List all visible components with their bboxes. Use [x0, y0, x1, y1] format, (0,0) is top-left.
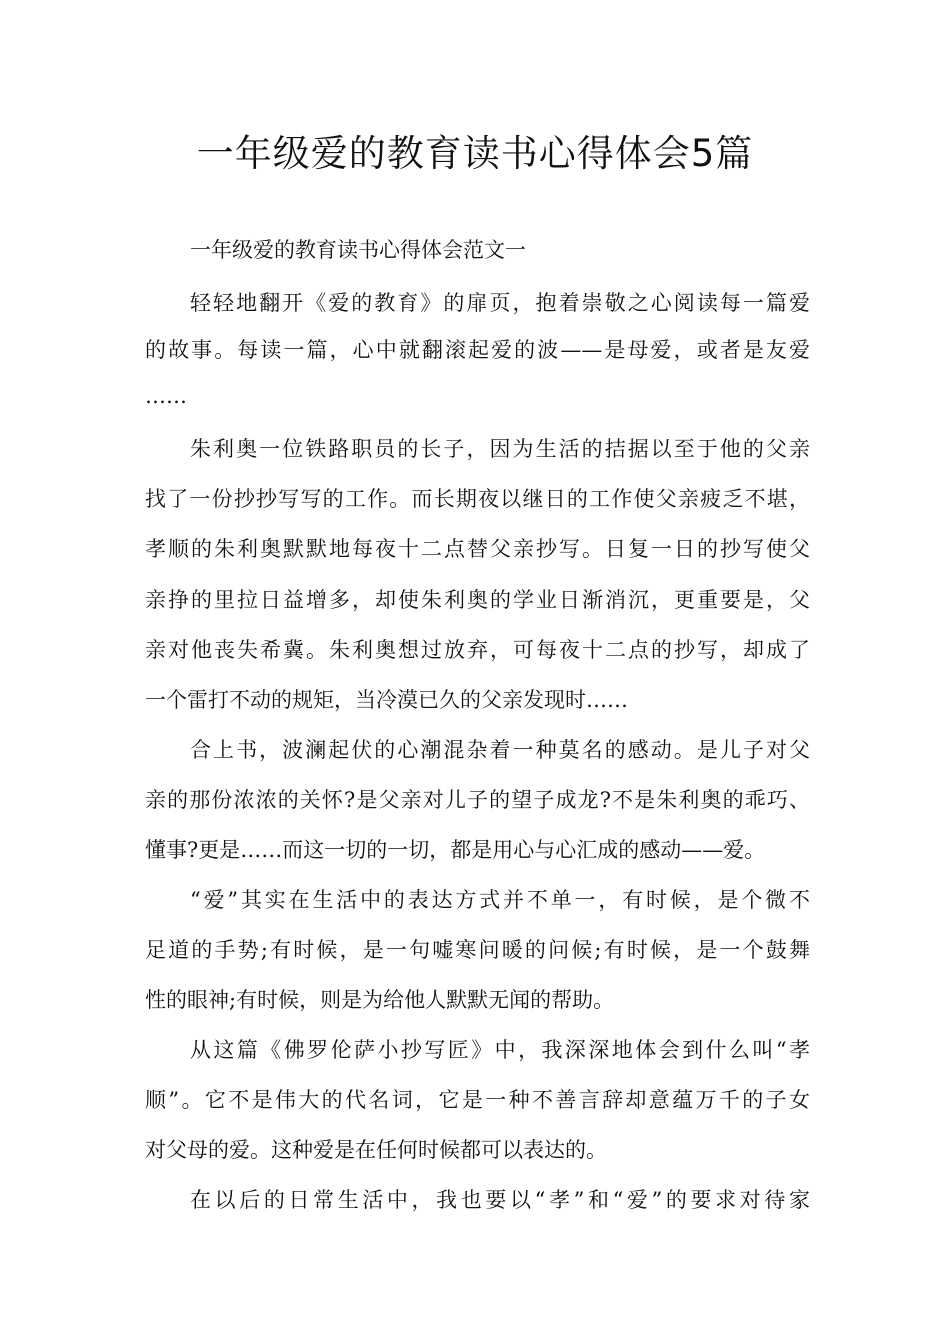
paragraph-line: 顺”。它不是伟大的代名词，它是一种不善言辞却意蕴万千的子女 — [145, 1088, 810, 1112]
paragraph-line: “爱”其实在生活中的表达方式并不单一，有时候，是个微不 — [190, 888, 810, 912]
paragraph-line: 懂事?更是……而这一切的一切，都是用心与心汇成的感动——爱。 — [145, 838, 766, 862]
paragraph-line: …… — [145, 384, 187, 408]
paragraph-line: 足道的手势;有时候，是一句嘘寒问暖的问候;有时候，是一个鼓舞 — [145, 938, 810, 962]
paragraph-line: 合上书，波澜起伏的心潮混杂着一种莫名的感动。是儿子对父 — [190, 738, 810, 762]
document-title: 一年级爱的教育读书心得体会5篇 — [196, 132, 754, 175]
paragraph-line: 的故事。每读一篇，心中就翻滚起爱的波——是母爱，或者是友爱 — [145, 338, 810, 362]
paragraph-line: 一个雷打不动的规矩，当冷漠已久的父亲发现时…… — [145, 688, 628, 712]
paragraph-line: 朱利奥一位铁路职员的长子，因为生活的拮据以至于他的父亲 — [190, 437, 810, 461]
paragraph-line: 从这篇《佛罗伦萨小抄写匠》中，我深深地体会到什么叫“孝 — [190, 1038, 810, 1062]
paragraph-line: 对父母的爱。这种爱是在任何时候都可以表达的。 — [145, 1138, 607, 1162]
section-heading: 一年级爱的教育读书心得体会范文一 — [190, 238, 526, 262]
paragraph-line: 孝顺的朱利奥默默地每夜十二点替父亲抄写。日复一日的抄写使父 — [145, 537, 810, 561]
paragraph-line: 性的眼神;有时候，则是为给他人默默无闻的帮助。 — [145, 988, 615, 1012]
paragraph-line: 亲挣的里拉日益增多，却使朱利奥的学业日渐消沉，更重要是，父 — [145, 588, 810, 612]
paragraph-line: 找了一份抄抄写写的工作。而长期夜以继日的工作使父亲疲乏不堪， — [145, 487, 810, 511]
paragraph-line: 亲的那份浓浓的关怀?是父亲对儿子的望子成龙?不是朱利奥的乖巧、 — [145, 788, 810, 812]
paragraph-line: 亲对他丧失希冀。朱利奥想过放弃，可每夜十二点的抄写，却成了 — [145, 638, 810, 662]
paragraph-line: 轻轻地翻开《爱的教育》的扉页，抱着崇敬之心阅读每一篇爱 — [190, 291, 810, 315]
paragraph-line: 在以后的日常生活中，我也要以“孝”和“爱”的要求对待家 — [190, 1188, 810, 1212]
